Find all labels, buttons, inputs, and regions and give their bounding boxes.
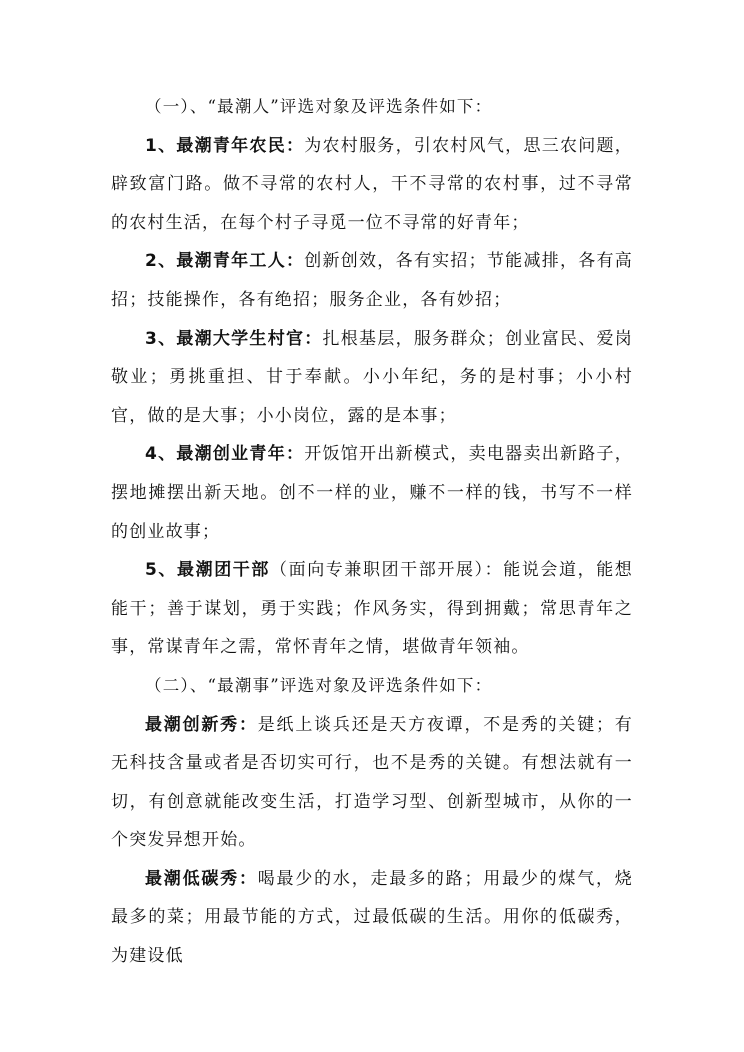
criteria-text: 为农村服务，引农村风气，思三农问题，辟致富门路。做不寻常的农村人，干不寻常的农村事，过不寻常的农村生活，在每个村子寻觅一位不寻常的好青年； <box>111 135 633 233</box>
criteria-item-village-official <box>111 320 633 436</box>
criteria-label: 2、最潮青年工人： <box>145 251 305 272</box>
criteria-item-innovation-show <box>111 706 633 860</box>
criteria-text: 是纸上谈兵还是天方夜谭，不是秀的关键；有无科技含量或者是否切实可行，也不是秀的关键。有想法就有一切，有创意就能改变生活，打造学习型、创新型城市，从你的一个突发异想开始。 <box>111 714 634 851</box>
document-body <box>111 88 633 976</box>
section-heading-things: （二）、“最潮事”评选对象及评选条件如下： <box>145 675 493 695</box>
criteria-text: 喝最少的水，走最多的路；用最少的煤气，烧最多的菜；用最节能的方式，过最低碳的生活。用你的低碳秀，为建设低 <box>111 868 634 967</box>
criteria-item-entrepreneur <box>111 435 633 551</box>
criteria-text: ：能说会道，能想能干；善于谋划，勇于实践；作风务实，得到拥戴；常思青年之事，常谋青年之需，常怀青年之情，堪做青年领袖。 <box>111 560 633 658</box>
criteria-item-low-carbon-show <box>111 860 633 976</box>
section-heading-people: （一）、“最潮人”评选对象及评选条件如下： <box>145 97 493 116</box>
criteria-text: 扎根基层，服务群众；创业富民、爱岗敬业；勇挑重担、甘于奉献。小小年纪，务的是村事；小小村官，做的是大事；小小岗位，露的是本事； <box>111 328 633 426</box>
criteria-note: （面向专兼职团干部开展） <box>270 560 485 581</box>
criteria-text: 开饭馆开出新模式，卖电器卖出新路子，摆地摊摆出新天地。创不一样的业，赚不一样的钱，书写不一样的创业故事； <box>111 444 633 542</box>
criteria-label: 最潮创新秀： <box>145 714 258 735</box>
criteria-item-young-farmer <box>111 127 633 243</box>
criteria-label: 1、最潮青年农民： <box>145 135 305 156</box>
criteria-label: 4、最潮创业青年： <box>145 444 305 465</box>
criteria-label: 最潮低碳秀： <box>145 868 258 889</box>
criteria-text: 创新创效，各有实招；节能减排，各有高招；技能操作，各有绝招；服务企业，各有妙招； <box>111 251 633 310</box>
criteria-item-league-cadre <box>111 551 633 667</box>
criteria-item-young-worker <box>111 242 633 319</box>
criteria-label: 5、最潮团干部 <box>145 560 270 581</box>
criteria-label: 3、最潮大学生村官： <box>145 328 323 349</box>
